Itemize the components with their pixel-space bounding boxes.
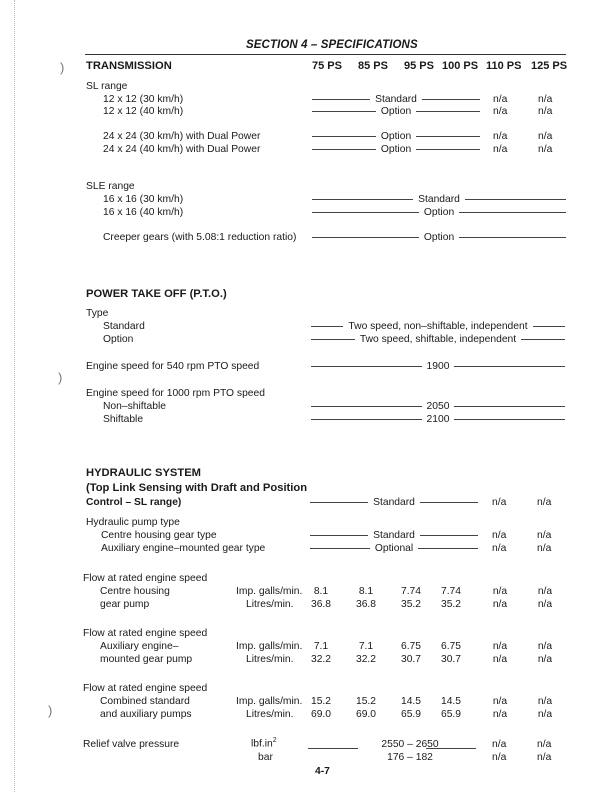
cell-110ps: n/a	[492, 752, 507, 763]
cell-125ps: n/a	[537, 696, 553, 707]
cell-85ps: 69.0	[355, 709, 377, 720]
cell-125ps: n/a	[538, 106, 553, 117]
unit-label: Imp. galls/min.	[236, 641, 303, 652]
hydraulic-heading-sub: Control – SL range)	[86, 497, 182, 508]
cell-75ps: 69.0	[310, 709, 332, 720]
unit-label: bar	[258, 752, 273, 763]
cell-110ps: n/a	[493, 131, 508, 142]
cell-110ps: n/a	[492, 709, 508, 720]
row-label: Combined standard	[100, 696, 190, 707]
hydraulic-heading-sub: (Top Link Sensing with Draft and Position	[86, 482, 308, 494]
row-label: Non–shiftable	[103, 401, 166, 412]
relief-value-bar: 176 – 182	[387, 752, 433, 763]
column-header: 125 PS	[531, 60, 568, 72]
cell-85ps: 8.1	[358, 586, 374, 597]
span-value: Optional	[310, 543, 478, 554]
cell-110ps: n/a	[492, 654, 508, 665]
row-label: Shiftable	[103, 414, 144, 425]
scan-artifact: )	[60, 60, 65, 75]
row-label: Centre housing	[100, 586, 170, 597]
cell-95ps: 7.74	[400, 586, 422, 597]
row-label: 16 x 16 (40 km/h)	[103, 207, 184, 218]
flow-label: Flow at rated engine speed	[83, 683, 208, 694]
cell-75ps: 15.2	[310, 696, 332, 707]
span-value: Standard	[310, 497, 478, 508]
row-label: 12 x 12 (30 km/h)	[103, 94, 184, 105]
sl-range-label: SL range	[86, 81, 128, 92]
cell-95ps: 30.7	[400, 654, 422, 665]
span-value: 1900	[311, 361, 565, 372]
range-line	[426, 748, 476, 749]
span-value: Standard	[312, 94, 480, 105]
cell-95ps: 35.2	[400, 599, 422, 610]
row-label: 24 x 24 (30 km/h) with Dual Power	[103, 131, 261, 142]
cell-100ps: 30.7	[440, 654, 462, 665]
page-number: 4-7	[315, 766, 330, 777]
cell-125ps: n/a	[537, 543, 552, 554]
range-line	[308, 748, 358, 749]
row-label: Standard	[103, 321, 145, 332]
pto-heading: POWER TAKE OFF (P.T.O.)	[86, 288, 227, 300]
cell-100ps: 6.75	[440, 641, 462, 652]
cell-110ps: n/a	[492, 543, 507, 554]
cell-125ps: n/a	[537, 752, 552, 763]
row-label: Engine speed for 540 rpm PTO speed	[86, 361, 260, 372]
row-label: Centre housing gear type	[101, 530, 217, 541]
cell-110ps: n/a	[492, 530, 507, 541]
scan-margin-edge	[14, 0, 16, 792]
cell-110ps: n/a	[492, 599, 508, 610]
span-value: Option	[312, 144, 480, 155]
row-label: mounted gear pump	[100, 654, 193, 665]
span-value: Option	[312, 131, 480, 142]
cell-125ps: n/a	[537, 739, 552, 750]
row-label: Auxiliary engine–	[100, 641, 179, 652]
header-rule	[85, 54, 566, 55]
cell-110ps: n/a	[492, 739, 507, 750]
unit-label: $lbf.in^2$	[251, 737, 277, 750]
cell-85ps: 15.2	[355, 696, 377, 707]
row-label: Relief valve pressure	[83, 739, 180, 750]
row-label: Hydraulic pump type	[86, 517, 180, 528]
cell-75ps: 32.2	[310, 654, 332, 665]
unit-label: Litres/min.	[246, 709, 294, 720]
span-value: Standard	[312, 194, 566, 205]
span-value: 2100	[311, 414, 565, 425]
cell-125ps: n/a	[537, 599, 553, 610]
span-value: Two speed, non–shiftable, independent	[311, 321, 565, 332]
cell-125ps: n/a	[538, 131, 553, 142]
cell-85ps: 7.1	[358, 641, 374, 652]
cell-95ps: 6.75	[400, 641, 422, 652]
span-value: Option	[312, 207, 566, 218]
cell-75ps: 36.8	[310, 599, 332, 610]
row-label: Creeper gears (with 5.08:1 reduction ratio)	[103, 232, 297, 243]
cell-75ps: 8.1	[313, 586, 329, 597]
cell-125ps: n/a	[538, 94, 553, 105]
cell-125ps: n/a	[537, 497, 552, 508]
unit-label: Litres/min.	[246, 654, 294, 665]
cell-100ps: 7.74	[440, 586, 462, 597]
unit-label: Imp. galls/min.	[236, 586, 303, 597]
relief-value-lbf: 2550 – 2650	[381, 739, 439, 750]
flow-label: Flow at rated engine speed	[83, 573, 208, 584]
column-header: 100 PS	[442, 60, 479, 72]
cell-110ps: n/a	[492, 696, 508, 707]
pto-type-label: Type	[86, 308, 109, 319]
cell-110ps: n/a	[493, 106, 508, 117]
row-label: and auxiliary pumps	[100, 709, 192, 720]
cell-110ps: n/a	[492, 641, 508, 652]
row-label: gear pump	[100, 599, 150, 610]
transmission-heading: TRANSMISSION	[86, 60, 172, 72]
cell-125ps: n/a	[537, 641, 553, 652]
row-label: Option	[103, 334, 134, 345]
hydraulic-heading: HYDRAULIC SYSTEM	[86, 467, 201, 479]
column-header: 75 PS	[312, 60, 342, 72]
cell-125ps: n/a	[537, 530, 552, 541]
scan-artifact: )	[48, 703, 53, 718]
row-label: 24 x 24 (40 km/h) with Dual Power	[103, 144, 261, 155]
span-value: Option	[312, 106, 480, 117]
column-header: 110 PS	[486, 60, 522, 72]
cell-85ps: 36.8	[355, 599, 377, 610]
cell-110ps: n/a	[492, 497, 507, 508]
sle-range-label: SLE range	[86, 181, 135, 192]
cell-110ps: n/a	[493, 144, 508, 155]
cell-85ps: 32.2	[355, 654, 377, 665]
cell-125ps: n/a	[538, 144, 553, 155]
cell-125ps: n/a	[537, 586, 553, 597]
row-label: 12 x 12 (40 km/h)	[103, 106, 184, 117]
cell-125ps: n/a	[537, 709, 553, 720]
unit-label: Imp. galls/min.	[236, 696, 303, 707]
cell-110ps: n/a	[492, 586, 508, 597]
row-label: 16 x 16 (30 km/h)	[103, 194, 184, 205]
scan-artifact: )	[58, 370, 63, 385]
unit-label: Litres/min.	[246, 599, 294, 610]
column-header: 95 PS	[404, 60, 434, 72]
flow-label: Flow at rated engine speed	[83, 628, 208, 639]
column-header: 85 PS	[358, 60, 388, 72]
cell-100ps: 35.2	[440, 599, 462, 610]
span-value: Two speed, shiftable, independent	[311, 334, 565, 345]
cell-75ps: 7.1	[313, 641, 329, 652]
section-title: SECTION 4 – SPECIFICATIONS	[246, 39, 418, 51]
row-label: Auxiliary engine–mounted gear type	[101, 543, 266, 554]
span-value: 2050	[311, 401, 565, 412]
cell-125ps: n/a	[537, 654, 553, 665]
cell-95ps: 14.5	[400, 696, 422, 707]
span-value: Option	[312, 232, 566, 243]
cell-110ps: n/a	[493, 94, 508, 105]
cell-100ps: 14.5	[440, 696, 462, 707]
span-value: Standard	[310, 530, 478, 541]
cell-95ps: 65.9	[400, 709, 422, 720]
row-label: Engine speed for 1000 rpm PTO speed	[86, 388, 265, 399]
cell-100ps: 65.9	[440, 709, 462, 720]
